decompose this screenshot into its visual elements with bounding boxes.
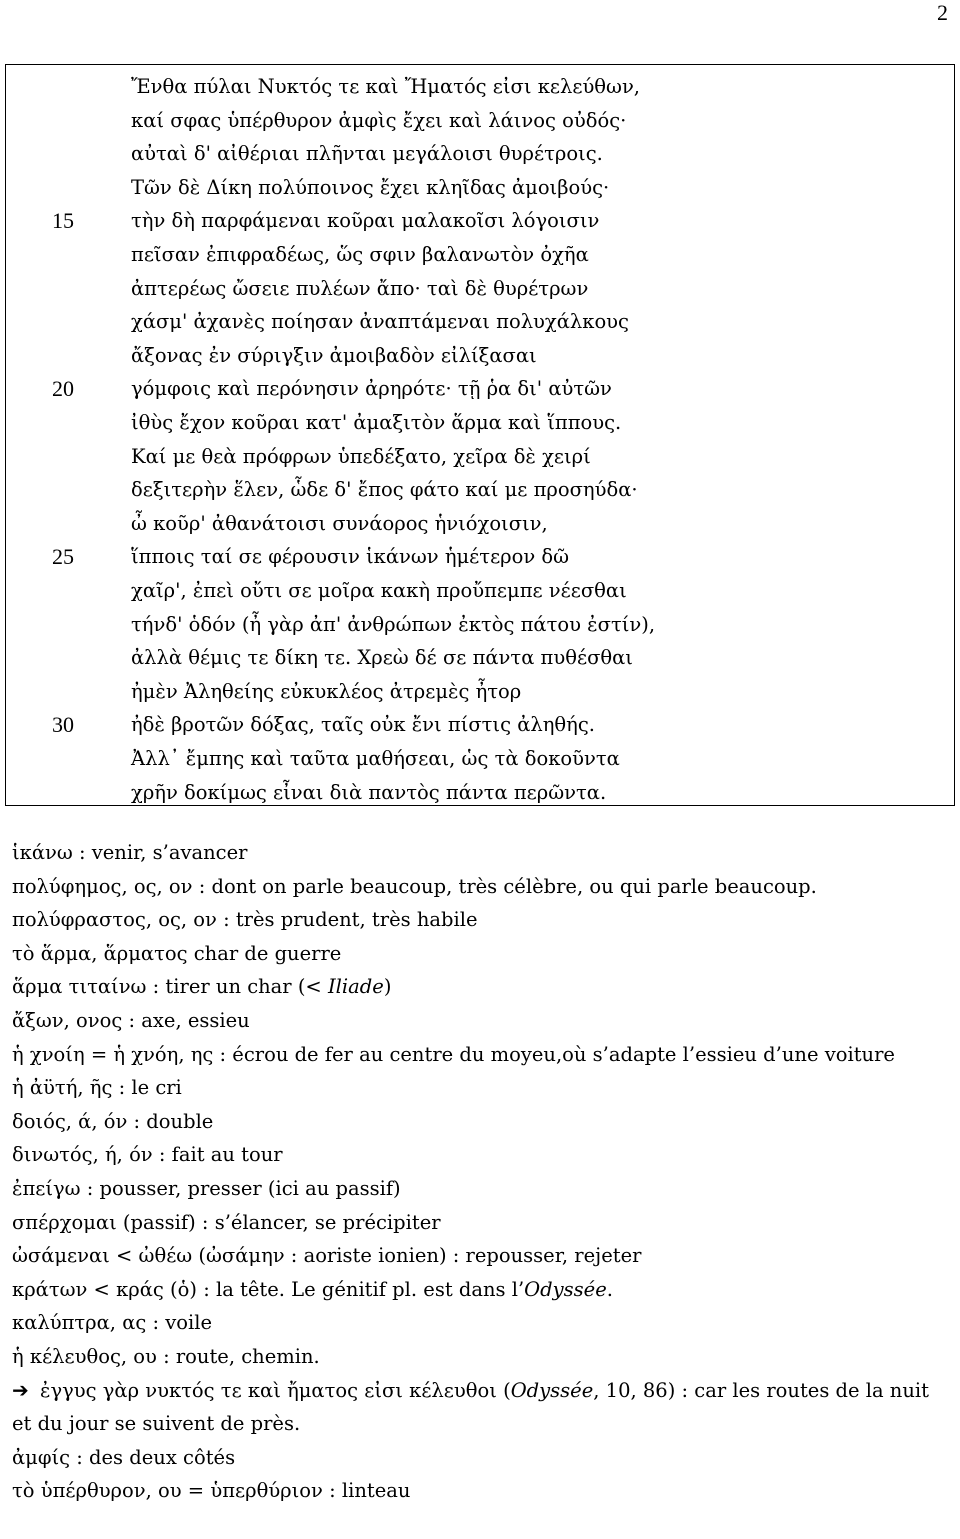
glossary-text: κράτων < κράς (ὁ) : la tête. Le génitif pl. est dans l’ [12,1277,525,1301]
poem-line [6,137,952,170]
arrow-right-icon: ➔ [12,1377,29,1402]
glossary-text: ἅρμα τιταίνω : tirer un char (< [12,975,328,999]
glossary-italic: Iliade [327,975,384,999]
poem-line [6,608,952,641]
poem-line [6,272,952,305]
glossary-entry: ἡ κέλευθος, ου : route, chemin. [12,1344,320,1368]
poem-line [6,171,952,204]
line-text: τήνδ' ὁδόν (ἦ γὰρ ἀπ' ἀνθρώπων ἐκτὸς πάτου ἐστίν), [131,612,656,636]
line-text: ἄξονας ἐν σύριγξιν ἀμοιβαδὸν εἰλίξασαι [131,343,537,367]
glossary-entry: τὸ ὑπέρθυρον, ου = ὑπερθύριον : linteau [12,1479,411,1503]
poem-line [6,440,952,473]
poem-line [6,473,952,506]
line-text: αὐταὶ δ' αἰθέριαι πλῆνται μεγάλοισι θυρέτροις. [131,142,603,166]
line-text: χάσμ' ἀχανὲς ποίησαν ἀναπτάμεναι πολυχάλκους [131,310,629,334]
glossary-entry: ὠσάμεναι < ὠθέω (ὠσάμην : aoriste ionien) : repousser, rejeter [12,1244,642,1268]
poem-line [6,204,952,237]
glossary-entry: ἡ χνοίη = ἡ χνόη, ης : écrou de fer au centre du moyeu,où s’adapte l’essieu d’une voiture [12,1042,895,1066]
line-number: 20 [52,376,74,402]
page-number: 2 [937,0,948,25]
glossary-entry: δοιός, ά, όν : double [12,1109,214,1133]
poem-line [6,776,952,809]
glossary-text: ἐγγυς γὰρ νυκτός τε καὶ ἤματος εἰσι κέλευθοι ( [40,1378,511,1402]
glossary-entry: ἐπείγω : pousser, presser (ici au passif) [12,1176,401,1200]
glossary-entry: δινωτός, ή, όν : fait au tour [12,1143,283,1167]
line-text: γόμφοις καὶ περόνησιν ἀρηρότε· τῇ ῥα δι' αὐτῶν [131,377,612,401]
glossary-text: ) [383,975,392,999]
poem-line [6,339,952,372]
line-text: καί σφας ὑπέρθυρον ἀμφὶς ἔχει καὶ λάινος οὐδός· [131,108,627,132]
poem-line [6,238,952,271]
glossary-entry: σπέρχομαι (passif) : s’élancer, se précipiter [12,1210,441,1234]
glossary-entry: πολύφραστος, ος, ον : très prudent, très habile [12,908,478,932]
poem-line [6,406,952,439]
poem-line [6,507,952,540]
glossary-entry: ἡ ἀϋτή, ῆς : le cri [12,1076,182,1100]
line-text: ἠμὲν Ἀληθείης εὐκυκλέος ἀτρεμὲς ἦτορ [131,679,522,703]
glossary-entry: τὸ ἅρμα, ἅρματος char de guerre [12,941,342,965]
line-text: ἵπποις ταί σε φέρουσιν ἱκάνων ἡμέτερον δῶ [131,545,570,569]
poem-line [6,675,952,708]
glossary-entry [12,1374,947,1441]
line-text: ἰθὺς ἔχον κοῦραι κατ' ἀμαξιτὸν ἅρμα καὶ ἵππους. [131,411,622,434]
glossary-entry: ἱκάνω : venir, s’avancer [12,841,248,864]
poem-line [6,372,952,405]
line-text: ὦ κοῦρ' ἀθανάτοισι συνάορος ἡνιόχοισιν, [131,511,548,535]
line-text: πεῖσαν ἐπιφραδέως, ὥς σφιν βαλανωτὸν ὀχῆα [131,243,589,266]
glossary-entry: καλύπτρα, ας : voile [12,1311,213,1335]
glossary-entry: ἀμφίς : des deux côtés [12,1445,236,1469]
line-number: 15 [52,208,74,234]
line-text: ἀλλὰ θέμις τε δίκη τε. Χρεὼ δέ σε πάντα πυθέσθαι [131,646,633,670]
glossary-text: . [606,1277,613,1301]
poem-line [6,641,952,674]
glossary-italic: Odyssée [510,1378,594,1402]
poem-line [6,305,952,338]
line-text: χρῆν δοκίμως εἶναι διὰ παντὸς πάντα περῶντα. [131,780,607,804]
glossary [12,836,947,1508]
line-text: Ἀλλ᾽ ἔμπης καὶ ταῦτα μαθήσεαι, ὡς τὰ δοκοῦντα [131,747,620,770]
line-text: Καί με θεὰ πρόφρων ὑπεδέξατο, χεῖρα δὲ χειρί [131,444,591,468]
glossary-entry [12,1273,947,1307]
glossary-text: , 10, 86) : car les routes de la nuit et du jour se suivent de près. [12,1378,929,1436]
line-number: 25 [52,544,74,570]
line-text: Τῶν δὲ Δίκη πολύποινος ἔχει κληῖδας ἀμοιβούς· [131,175,610,199]
line-text: ἀπτερέως ὤσειε πυλέων ἄπο· ταὶ δὲ θυρέτρων [131,276,589,300]
poem-line [6,742,952,775]
glossary-italic: Odyssée [524,1277,607,1301]
line-text: Ἔνθα πύλαι Νυκτός τε καὶ Ἤματός εἰσι κελεύθων, [131,75,640,98]
poem-box [5,64,955,806]
poem-line [6,708,952,741]
glossary-entry: πολύφημος, ος, ον : dont on parle beaucoup, très célèbre, ou qui parle beaucoup. [12,874,817,898]
line-text: δεξιτερὴν ἕλεν, ὧδε δ' ἔπος φάτο καί με προσηύδα· [131,478,638,502]
poem-line [6,540,952,573]
poem-line [6,70,952,103]
line-text: ἠδὲ βροτῶν δόξας, ταῖς οὐκ ἔνι πίστις ἀληθής. [131,713,595,737]
line-text: χαῖρ', ἐπεὶ οὔτι σε μοῖρα κακὴ προὔπεμπε νέεσθαι [131,579,627,602]
glossary-entry: ἄξων, ονος : axe, essieu [12,1008,250,1032]
poem-line [6,574,952,607]
line-number: 30 [52,712,74,738]
line-text: τὴν δὴ παρφάμεναι κοῦραι μαλακοῖσι λόγοισιν [131,209,600,233]
poem-line [6,104,952,137]
glossary-entry [12,970,947,1004]
